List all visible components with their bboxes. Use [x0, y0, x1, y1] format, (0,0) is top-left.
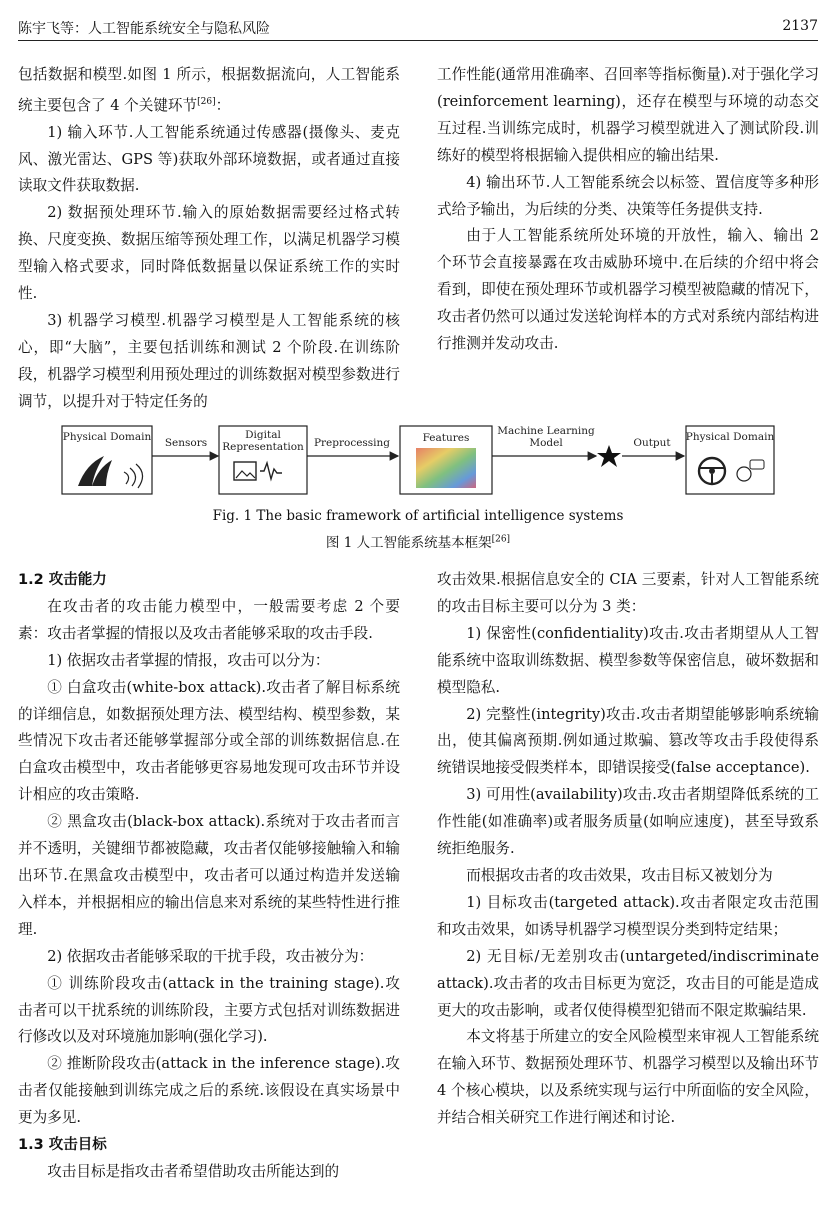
paragraph-output-stage: 4) 输出环节.人工智能系统会以标签、置信度等多种形式给予输出，为后续的分类、决策等任务提供支持. [437, 173, 819, 218]
left-column-bottom [18, 567, 400, 1186]
features-label: Features [422, 432, 470, 444]
paragraph: 攻击目标是指攻击者希望借助攻击所能达到的 [47, 1162, 340, 1180]
paragraph-untargeted: 2) 无目标/无差别攻击(untargeted/indiscriminate attack).攻击者的攻击目标更为宽泛，攻击目的可能是造成更大的攻击影响，或者仅使得模型犯错而不限定欺骗结果. [437, 947, 819, 1019]
waveform-icon [260, 463, 282, 479]
paragraph: 1) 依据攻击者掌握的情报，攻击可以分为： [47, 651, 330, 669]
paragraph-inference-attack: ② 推断阶段攻击(attack in the inference stage).攻击者仅能接触到训练完成之后的系统.该假设在真实场景中更为多见. [18, 1055, 400, 1127]
physical-domain-left-label: Physical Domain [62, 431, 152, 443]
running-header [18, 12, 818, 41]
digital-label-2: Representation [222, 441, 304, 453]
speaker-head-icon [737, 467, 751, 481]
digital-label-1: Digital [245, 429, 281, 441]
paragraph: 包括数据和模型.如图 1 所示，根据数据流向，人工智能系统主要包含了 4 个关键环节[26]： [18, 66, 400, 114]
physical-domain-right-label: Physical Domain [685, 431, 775, 443]
paragraph: 在攻击者的攻击能力模型中，一般需要考虑 2 个要素：攻击者掌握的情报以及攻击者能够采取的攻击手段. [18, 597, 400, 642]
figure-caption-en: Fig. 1 The basic framework of artificial intelligence systems [212, 508, 624, 524]
left-column-top [18, 62, 400, 416]
paragraph-summary: 本文将基于所建立的安全风险模型来审视人工智能系统在输入环节、数据预处理环节、机器学习模型以及输出环节 4 个核心模块，以及系统实现与运行中所面临的安全风险，并结合相关研究工作进行阐述和讨论. [437, 1028, 819, 1127]
paragraph: 工作性能(通常用准确率、召回率等指标衡量).对于强化学习(reinforcement learning)，还存在模型与环境的动态交互过程.当训练完成时，机器学习模型就进入了测试阶段.训练好的模型将根据输入提供相应的输出结果. [437, 66, 819, 164]
paragraph-exposure: 由于人工智能系统所处环境的开放性，输入、输出 2 个环节会直接暴露在攻击威胁环境中.在后续的介绍中将会看到，即使在预处理环节或机器学习模型被隐藏的情况下，攻击者仍然可以通过发送轮询样本的方式对系统内部结构进行推测并发动攻击. [437, 227, 819, 353]
citation: [26] [491, 534, 511, 545]
figure-ai-framework [0, 416, 836, 546]
sensors-label: Sensors [164, 437, 208, 449]
paragraph-preprocessing: 2) 数据预处理环节.输入的原始数据需要经过格式转换、尺度变换、数据压缩等预处理工作，以满足机器学习模型输入格式要求，同时降低数据量以保证系统工作的实时性. [18, 204, 400, 303]
paragraph-availability: 3) 可用性(availability)攻击.攻击者期望降低系统的工作性能(如准确率)或者服务质量(如响应速度)，甚至导致系统拒绝服务. [437, 786, 819, 858]
paragraph: 攻击效果.根据信息安全的 CIA 三要素，针对人工智能系统的攻击目标主要可以分为 3 类： [437, 571, 819, 615]
citation: [26] [197, 96, 216, 107]
paragraph: 而根据攻击者的攻击效果，攻击目标又被划分为 [466, 866, 773, 884]
paragraph-black-box: ② 黑盒攻击(black-box attack).系统对于攻击者而言并不透明，关键细节都被隐藏，攻击者仅能够接触输入和输出环节.在黑盒攻击模型中，攻击者可以通过构造并发送输入样本，并根据相应的输出信息来对系统的某些特性进行推理. [18, 813, 400, 938]
sound-wave-icon [124, 464, 143, 488]
speech-bubble-icon [750, 460, 764, 469]
ml-label-2: Model [529, 437, 563, 449]
page-number: 2137 [782, 18, 818, 34]
preprocessing-label: Preprocessing [313, 437, 391, 449]
feature-map-image [416, 448, 476, 488]
paragraph-ml-model: 3) 机器学习模型.机器学习模型是人工智能系统的核心，即“大脑”，主要包括训练和测试 2 个阶段.在训练阶段，机器学习模型利用预处理过的训练数据对模型参数进行调节，以提升对于特定任务的 [18, 312, 400, 410]
paragraph-input-stage: 1) 输入环节.人工智能系统通过传感器(摄像头、麦克风、激光雷达、GPS 等)获取外部环境数据，或者通过直接读取文件获取数据. [18, 123, 400, 195]
section-heading-1-2: 1.2 攻击能力 [18, 572, 107, 588]
paragraph-integrity: 2) 完整性(integrity)攻击.攻击者期望能够影响系统输出，使其偏离预期.例如通过欺骗、篡改等攻击手段使得系统错误地接受假类样本，即错误接受(false acceptance). [437, 705, 819, 777]
paragraph: 2) 依据攻击者能够采取的干扰手段，攻击被分为： [47, 947, 374, 965]
section-heading-1-3: 1.3 攻击目标 [18, 1137, 107, 1154]
paragraph-training-attack: ① 训练阶段攻击(attack in the training stage).攻击者可以干扰系统的训练阶段，主要方式包括对训练数据进行修改以及对环境施加影响(强化学习). [18, 974, 400, 1046]
right-column-bottom [437, 567, 819, 1132]
output-label: Output [633, 437, 671, 449]
ml-label-1: Machine Learning [497, 425, 595, 437]
header-title: 陈宇飞等：人工智能系统安全与隐私风险 [18, 21, 270, 37]
figure-caption-cn: 图 1 人工智能系统基本框架[26] [325, 534, 511, 551]
paragraph-targeted: 1) 目标攻击(targeted attack).攻击者限定攻击范围和攻击效果，如诱导机器学习模型误分类到特定结果； [437, 893, 819, 938]
star-model-icon [597, 445, 621, 467]
right-column-top [437, 62, 819, 358]
image-icon-mountain [236, 471, 255, 478]
paragraph-confidentiality: 1) 保密性(confidentiality)攻击.攻击者期望从人工智能系统中盗取训练数据、模型参数等保密信息，破坏数据和模型隐私. [437, 624, 819, 696]
paragraph-white-box: ① 白盒攻击(white-box attack).攻击者了解目标系统的详细信息，如数据预处理方法、模型结构、模型参数，某些情况下攻击者还能够掌握部分或全部的训练数据信息.在白盒攻击模型中，攻击者能够更容易地发现可攻击环节并设计相应的攻击策略. [18, 678, 400, 804]
